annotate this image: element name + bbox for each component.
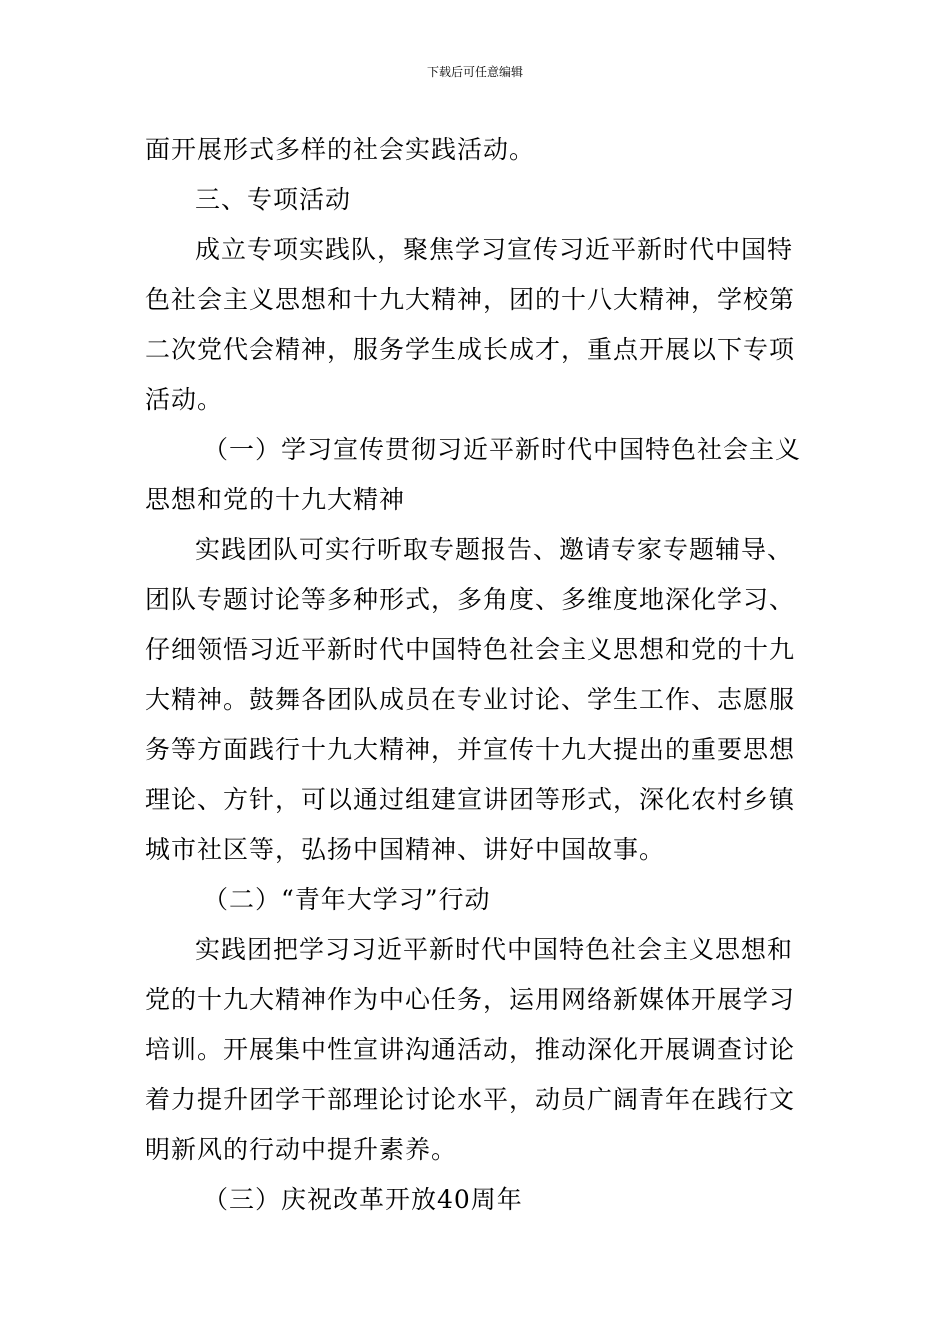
text-line: 思想和党的十九大精神 — [145, 485, 406, 514]
text-line: 务等方面践行十九大精神，并宣传十九大提出的重要思想 — [145, 735, 796, 764]
text-line: 仔细领悟习近平新时代中国特色社会主义思想和党的十九 — [145, 635, 796, 664]
document-body — [145, 125, 807, 1225]
subsection-heading: （二）“青年大学习”行动 — [203, 885, 491, 914]
text-line: 培训。开展集中性宣讲沟通活动，推动深化开展调查讨论 — [145, 1035, 796, 1064]
subsection-heading: （三）庆祝改革开放40周年 — [203, 1185, 523, 1214]
subsection-heading: （一）学习宣传贯彻习近平新时代中国特色社会主义 — [203, 435, 802, 464]
text-line: 城市社区等，弘扬中国精神、讲好中国故事。 — [145, 835, 666, 864]
text-line: 实践团把学习习近平新时代中国特色社会主义思想和 — [195, 935, 794, 964]
text-line: 着力提升团学干部理论讨论水平，动员广阔青年在践行文 — [145, 1085, 796, 1114]
text-line: 面开展形式多样的社会实践活动。 — [145, 135, 536, 164]
section-heading: 三、专项活动 — [195, 185, 352, 214]
text-line: 活动。 — [145, 385, 224, 414]
text-line: 二次党代会精神，服务学生成长成才，重点开展以下专项 — [145, 335, 796, 364]
text-line: 色社会主义思想和十九大精神，团的十八大精神，学校第 — [145, 285, 796, 314]
page-header-note: 下载后可任意编辑 — [426, 65, 523, 79]
text-line: 大精神。鼓舞各团队成员在专业讨论、学生工作、志愿服 — [145, 685, 796, 714]
text-line: 明新风的行动中提升素养。 — [145, 1135, 458, 1164]
text-line: 理论、方针，可以通过组建宣讲团等形式，深化农村乡镇 — [145, 785, 796, 814]
text-line: 成立专项实践队，聚焦学习宣传习近平新时代中国特 — [195, 235, 794, 264]
text-line: 实践团队可实行听取专题报告、邀请专家专题辅导、 — [195, 535, 794, 564]
text-line: 团队专题讨论等多种形式，多角度、多维度地深化学习、 — [145, 585, 796, 614]
text-line: 党的十九大精神作为中心任务，运用网络新媒体开展学习 — [145, 985, 796, 1014]
